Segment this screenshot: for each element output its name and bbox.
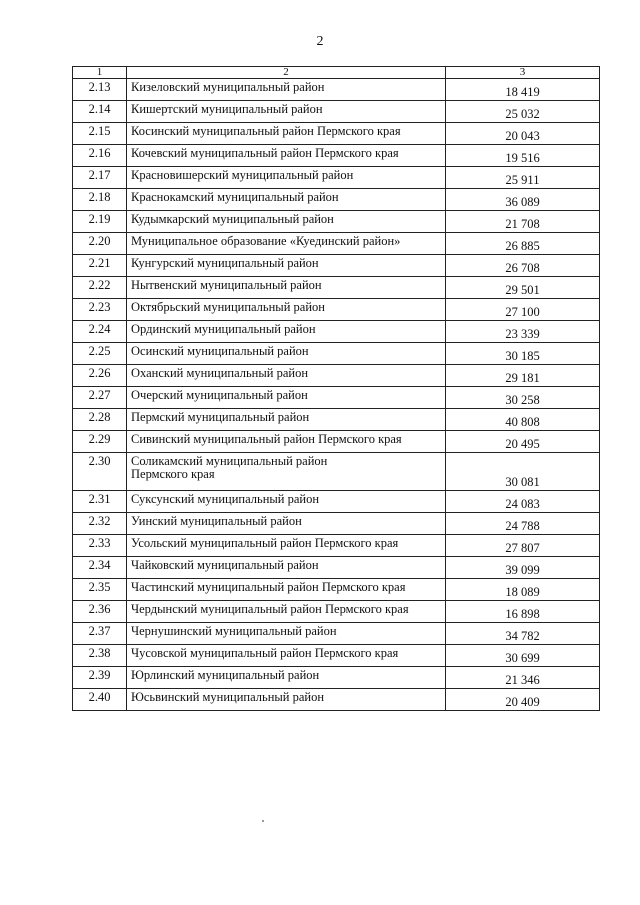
population-value-cell: 20 495 (446, 431, 600, 453)
district-name-cell: Чусовской муниципальный район Пермского края (127, 645, 446, 667)
population-value-cell: 40 808 (446, 409, 600, 431)
district-name-cell: Нытвенский муниципальный район (127, 277, 446, 299)
district-name-cell: Чайковский муниципальный район (127, 557, 446, 579)
district-name-cell: Ординский муниципальный район (127, 321, 446, 343)
table-row (73, 513, 600, 535)
district-name-cell: Кочевский муниципальный район Пермского края (127, 145, 446, 167)
table-row (73, 101, 600, 123)
population-value-cell: 39 099 (446, 557, 600, 579)
row-number-cell: 2.35 (73, 579, 127, 601)
table-row (73, 321, 600, 343)
row-number-cell: 2.33 (73, 535, 127, 557)
row-number-cell: 2.14 (73, 101, 127, 123)
district-name-cell: Уинский муниципальный район (127, 513, 446, 535)
population-value-cell: 27 807 (446, 535, 600, 557)
row-number-cell: 2.31 (73, 491, 127, 513)
row-number-cell: 2.24 (73, 321, 127, 343)
table-row (73, 79, 600, 101)
district-name-cell: Кишертский муниципальный район (127, 101, 446, 123)
row-number-cell: 2.26 (73, 365, 127, 387)
district-name-cell: Октябрьский муниципальный район (127, 299, 446, 321)
table-row (73, 601, 600, 623)
table-row (73, 233, 600, 255)
page-number: 2 (316, 34, 324, 49)
row-number-cell: 2.16 (73, 145, 127, 167)
population-value-cell: 30 081 (446, 453, 600, 491)
districts-table (72, 66, 600, 711)
district-name-cell: Усольский муниципальный район Пермского края (127, 535, 446, 557)
table-row (73, 491, 600, 513)
table-row (73, 557, 600, 579)
district-name-cell: Юрлинский муниципальный район (127, 667, 446, 689)
district-name-cell: Кунгурский муниципальный район (127, 255, 446, 277)
population-value-cell: 24 083 (446, 491, 600, 513)
population-value-cell: 24 788 (446, 513, 600, 535)
table-header-row (73, 67, 600, 79)
population-value-cell: 19 516 (446, 145, 600, 167)
row-number-cell: 2.25 (73, 343, 127, 365)
population-value-cell: 23 339 (446, 321, 600, 343)
district-name-cell: Сивинский муниципальный район Пермского края (127, 431, 446, 453)
table-row (73, 689, 600, 711)
table-body (73, 79, 600, 711)
column-header-2: 2 (127, 67, 446, 79)
district-name-cell: Частинский муниципальный район Пермского края (127, 579, 446, 601)
row-number-cell: 2.20 (73, 233, 127, 255)
table-row (73, 343, 600, 365)
row-number-cell: 2.29 (73, 431, 127, 453)
population-value-cell: 20 043 (446, 123, 600, 145)
district-name-cell: Муниципальное образование «Куединский район» (127, 233, 446, 255)
population-value-cell: 21 708 (446, 211, 600, 233)
row-number-cell: 2.37 (73, 623, 127, 645)
row-number-cell: 2.32 (73, 513, 127, 535)
population-value-cell: 29 181 (446, 365, 600, 387)
population-value-cell: 36 089 (446, 189, 600, 211)
row-number-cell: 2.27 (73, 387, 127, 409)
row-number-cell: 2.34 (73, 557, 127, 579)
table-row (73, 431, 600, 453)
table-row (73, 387, 600, 409)
district-name-cell: Юсьвинский муниципальный район (127, 689, 446, 711)
row-number-cell: 2.15 (73, 123, 127, 145)
population-value-cell: 18 089 (446, 579, 600, 601)
district-name-cell: Краснокамский муниципальный район (127, 189, 446, 211)
table-row (73, 453, 600, 491)
district-name-cell: Красновишерский муниципальный район (127, 167, 446, 189)
population-value-cell: 30 185 (446, 343, 600, 365)
district-name-cell: Чердынский муниципальный район Пермского края (127, 601, 446, 623)
population-value-cell: 25 911 (446, 167, 600, 189)
table-row (73, 667, 600, 689)
row-number-cell: 2.30 (73, 453, 127, 491)
table-row (73, 299, 600, 321)
district-name-cell: Суксунский муниципальный район (127, 491, 446, 513)
district-name-cell: Очерский муниципальный район (127, 387, 446, 409)
table-row (73, 189, 600, 211)
table-row (73, 211, 600, 233)
population-value-cell: 21 346 (446, 667, 600, 689)
row-number-cell: 2.38 (73, 645, 127, 667)
row-number-cell: 2.22 (73, 277, 127, 299)
district-name-cell: Осинский муниципальный район (127, 343, 446, 365)
row-number-cell: 2.18 (73, 189, 127, 211)
table-row (73, 167, 600, 189)
table-row (73, 145, 600, 167)
row-number-cell: 2.36 (73, 601, 127, 623)
population-value-cell: 20 409 (446, 689, 600, 711)
population-value-cell: 18 419 (446, 79, 600, 101)
table-row (73, 645, 600, 667)
population-value-cell: 16 898 (446, 601, 600, 623)
population-value-cell: 30 699 (446, 645, 600, 667)
table-row (73, 535, 600, 557)
district-name-cell: Чернушинский муниципальный район (127, 623, 446, 645)
row-number-cell: 2.39 (73, 667, 127, 689)
district-name-cell: Кизеловский муниципальный район (127, 79, 446, 101)
table-row (73, 409, 600, 431)
district-name-cell: Соликамский муниципальный район Пермского края (127, 453, 446, 491)
row-number-cell: 2.40 (73, 689, 127, 711)
population-value-cell: 27 100 (446, 299, 600, 321)
population-value-cell: 25 032 (446, 101, 600, 123)
population-value-cell: 26 708 (446, 255, 600, 277)
population-value-cell: 30 258 (446, 387, 600, 409)
population-value-cell: 26 885 (446, 233, 600, 255)
table-row (73, 623, 600, 645)
table-row (73, 277, 600, 299)
table-row (73, 255, 600, 277)
district-name-cell: Пермский муниципальный район (127, 409, 446, 431)
district-name-cell: Кудымкарский муниципальный район (127, 211, 446, 233)
row-number-cell: 2.23 (73, 299, 127, 321)
scan-speck (262, 820, 264, 822)
district-name-cell: Косинский муниципальный район Пермского края (127, 123, 446, 145)
column-header-3: 3 (446, 67, 600, 79)
table-row (73, 579, 600, 601)
district-name-cell: Оханский муниципальный район (127, 365, 446, 387)
table-row (73, 123, 600, 145)
row-number-cell: 2.19 (73, 211, 127, 233)
row-number-cell: 2.13 (73, 79, 127, 101)
row-number-cell: 2.28 (73, 409, 127, 431)
table-row (73, 365, 600, 387)
population-value-cell: 29 501 (446, 277, 600, 299)
row-number-cell: 2.21 (73, 255, 127, 277)
population-value-cell: 34 782 (446, 623, 600, 645)
column-header-1: 1 (73, 67, 127, 79)
row-number-cell: 2.17 (73, 167, 127, 189)
